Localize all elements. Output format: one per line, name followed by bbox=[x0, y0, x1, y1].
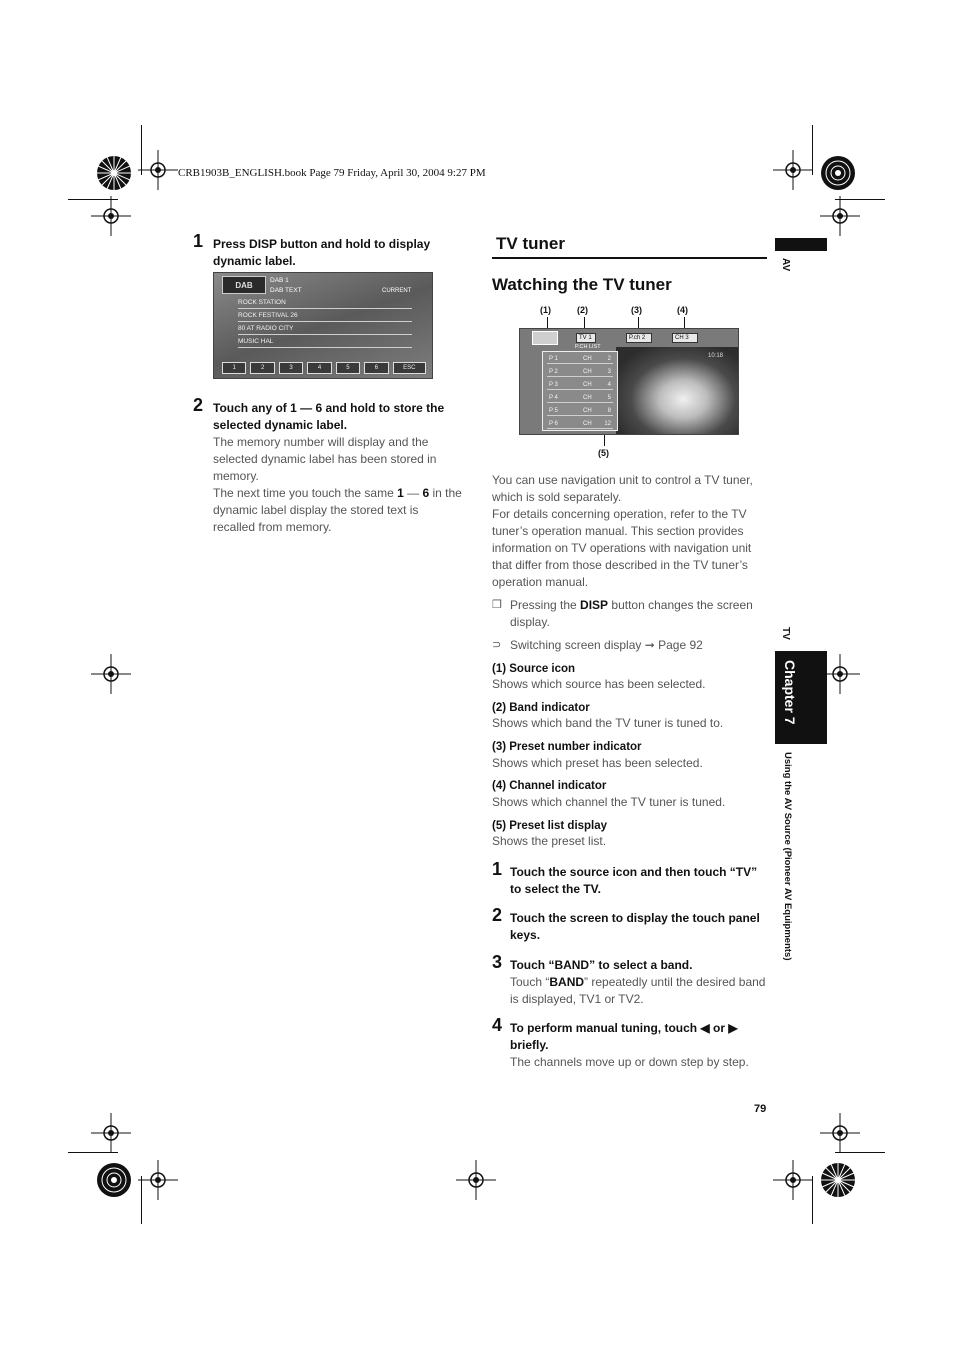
right-step-3 bbox=[492, 952, 767, 1008]
left-step-2 bbox=[193, 395, 463, 536]
dab-logo: DAB bbox=[222, 276, 266, 294]
source-icon[interactable] bbox=[532, 331, 558, 345]
dab-item[interactable]: MUSIC HAL bbox=[238, 336, 412, 348]
preset-row[interactable]: P 2 CH 3 bbox=[549, 369, 611, 375]
dab-current: CURRENT bbox=[382, 288, 412, 294]
left-step-1 bbox=[193, 231, 463, 270]
preset-list-display bbox=[542, 351, 618, 431]
side-label-using: Using the AV Source (Pioneer AV Equipments) bbox=[782, 752, 793, 961]
def-body: Shows which source has been selected. bbox=[492, 677, 706, 691]
dab-esc-button[interactable]: ESC bbox=[393, 362, 426, 374]
def-title: (5) Preset list display bbox=[492, 820, 608, 832]
right-step-4 bbox=[492, 1015, 767, 1071]
crop-line bbox=[68, 1152, 118, 1153]
crosshair-mark-icon bbox=[91, 654, 131, 694]
dab-item[interactable]: 80 AT RADIO CITY bbox=[238, 323, 412, 335]
def-body: Shows which band the TV tuner is tuned to. bbox=[492, 716, 724, 730]
crop-line bbox=[812, 125, 813, 175]
dab-item[interactable]: ROCK STATION bbox=[238, 297, 412, 309]
callout-4: (4) bbox=[677, 305, 688, 315]
crosshair-mark-icon bbox=[91, 1113, 131, 1153]
preset-number-indicator: P.ch 2 bbox=[626, 333, 652, 343]
preset-row[interactable]: P 5 CH 8 bbox=[549, 408, 611, 414]
section-title: TV tuner bbox=[496, 234, 565, 253]
step-body: The memory number will display and the selected dynamic label has been stored in memory. bbox=[213, 435, 437, 483]
intro-paragraph-2: For details concerning operation, refer to the TV tuner’s operation manual. This section provides information on TV operations with navigation unit that differ from those described in the TV tuner’s operation manual. bbox=[492, 507, 752, 589]
step-number: 2 bbox=[492, 905, 503, 925]
right-step-2 bbox=[492, 905, 767, 944]
callout-5: (5) bbox=[598, 448, 609, 458]
tv-tuner-screen bbox=[519, 328, 739, 435]
channel-indicator: CH 3 bbox=[672, 333, 698, 343]
clock: 10:18 bbox=[708, 353, 724, 359]
dab-line2: DAB TEXT bbox=[270, 287, 302, 294]
step-number: 2 bbox=[193, 395, 204, 415]
subsection-title: Watching the TV tuner bbox=[492, 275, 672, 294]
step-body: The channels move up or down step by step. bbox=[510, 1055, 749, 1069]
side-label-tv: TV bbox=[780, 627, 791, 640]
chapter-label: Chapter 7 bbox=[782, 660, 798, 725]
crop-line bbox=[835, 1152, 885, 1153]
step-number: 4 bbox=[492, 1015, 503, 1035]
callout-2: (2) bbox=[577, 305, 588, 315]
pch-list-label: P.CH LIST bbox=[575, 344, 601, 350]
file-info-header: CRB1903B_ENGLISH.book Page 79 Friday, April 30, 2004 9:27 PM bbox=[178, 167, 486, 179]
section-tab-bar bbox=[775, 238, 827, 251]
step-title: Touch the screen to display the touch panel keys. bbox=[510, 911, 760, 942]
note-box-icon: ❒ bbox=[492, 599, 502, 611]
right-step-1 bbox=[492, 859, 767, 898]
preset-row[interactable]: P 6 CH 12 bbox=[549, 421, 611, 427]
note-disp: ❒ Pressing the DISP button changes the screen display. bbox=[492, 598, 753, 629]
step-title: Touch the source icon and then touch “TV” to select the TV. bbox=[510, 865, 758, 896]
step-title: To perform manual tuning, touch ◀ or ▶ briefly. bbox=[510, 1021, 738, 1052]
registration-wheel-icon bbox=[96, 1162, 132, 1198]
crop-line bbox=[812, 1176, 813, 1224]
crop-line bbox=[141, 125, 142, 175]
reference-arrow-icon: ⊃ bbox=[492, 639, 502, 651]
step-body: The next time you touch the same 1 — 6 in the dynamic label display the stored text is recalled from memory. bbox=[213, 486, 462, 534]
def-body: Shows which preset has been selected. bbox=[492, 756, 703, 770]
dab-preset-buttons bbox=[222, 362, 426, 374]
crosshair-mark-icon bbox=[91, 196, 131, 236]
def-title: (1) Source icon bbox=[492, 663, 576, 675]
preset-row[interactable]: P 1 CH 2 bbox=[549, 356, 611, 362]
band-indicator[interactable]: TV 1 bbox=[576, 333, 596, 343]
crosshair-mark-icon bbox=[820, 1113, 860, 1153]
step-body: Touch “BAND” repeatedly until the desired band is displayed, TV1 or TV2. bbox=[510, 975, 766, 1006]
dab-item[interactable]: ROCK FESTIVAL 26 bbox=[238, 310, 412, 322]
def-body: Shows the preset list. bbox=[492, 834, 607, 848]
crosshair-mark-icon bbox=[456, 1160, 496, 1200]
preset-row[interactable]: P 4 CH 5 bbox=[549, 395, 611, 401]
dab-line1: DAB 1 bbox=[270, 277, 289, 284]
dab-dynamic-label-screen bbox=[213, 272, 433, 379]
crop-line bbox=[68, 199, 118, 200]
callout-3: (3) bbox=[631, 305, 642, 315]
dab-preset-button[interactable]: 4 bbox=[307, 362, 331, 374]
registration-wheel-icon bbox=[96, 155, 132, 191]
crosshair-mark-icon bbox=[820, 196, 860, 236]
dab-preset-button[interactable]: 5 bbox=[336, 362, 360, 374]
def-title: (4) Channel indicator bbox=[492, 780, 607, 792]
def-body: Shows which channel the TV tuner is tuned. bbox=[492, 795, 726, 809]
dab-preset-button[interactable]: 3 bbox=[279, 362, 303, 374]
dab-preset-button[interactable]: 2 bbox=[250, 362, 274, 374]
callout-1: (1) bbox=[540, 305, 551, 315]
crosshair-mark-icon bbox=[773, 150, 813, 190]
step-title: Touch “BAND” to select a band. bbox=[510, 958, 693, 972]
preset-row[interactable]: P 3 CH 4 bbox=[549, 382, 611, 388]
crosshair-mark-icon bbox=[138, 150, 178, 190]
crop-line bbox=[141, 1176, 142, 1224]
page-number: 79 bbox=[754, 1103, 767, 1115]
step-number: 1 bbox=[193, 231, 204, 251]
side-label-av: AV bbox=[780, 258, 791, 272]
registration-wheel-icon bbox=[820, 1162, 856, 1198]
crosshair-mark-icon bbox=[138, 1160, 178, 1200]
step-title: Touch any of 1 — 6 and hold to store the selected dynamic label. bbox=[213, 401, 445, 432]
crop-line bbox=[835, 199, 885, 200]
tv-broadcast-image bbox=[616, 347, 738, 434]
dab-preset-button[interactable]: 6 bbox=[364, 362, 388, 374]
crosshair-mark-icon bbox=[773, 1160, 813, 1200]
section-rule bbox=[492, 257, 767, 259]
dab-preset-button[interactable]: 1 bbox=[222, 362, 246, 374]
step-number: 1 bbox=[492, 859, 503, 879]
step-number: 3 bbox=[492, 952, 503, 972]
registration-wheel-icon bbox=[820, 155, 856, 191]
def-title: (3) Preset number indicator bbox=[492, 741, 642, 753]
step-title: Press DISP button and hold to display dynamic label. bbox=[213, 237, 431, 268]
intro-paragraph-1: You can use navigation unit to control a TV tuner, which is sold separately. bbox=[492, 473, 753, 504]
def-title: (2) Band indicator bbox=[492, 702, 590, 714]
note-page-ref: ⊃ Switching screen display ➞ Page 92 bbox=[492, 638, 703, 652]
